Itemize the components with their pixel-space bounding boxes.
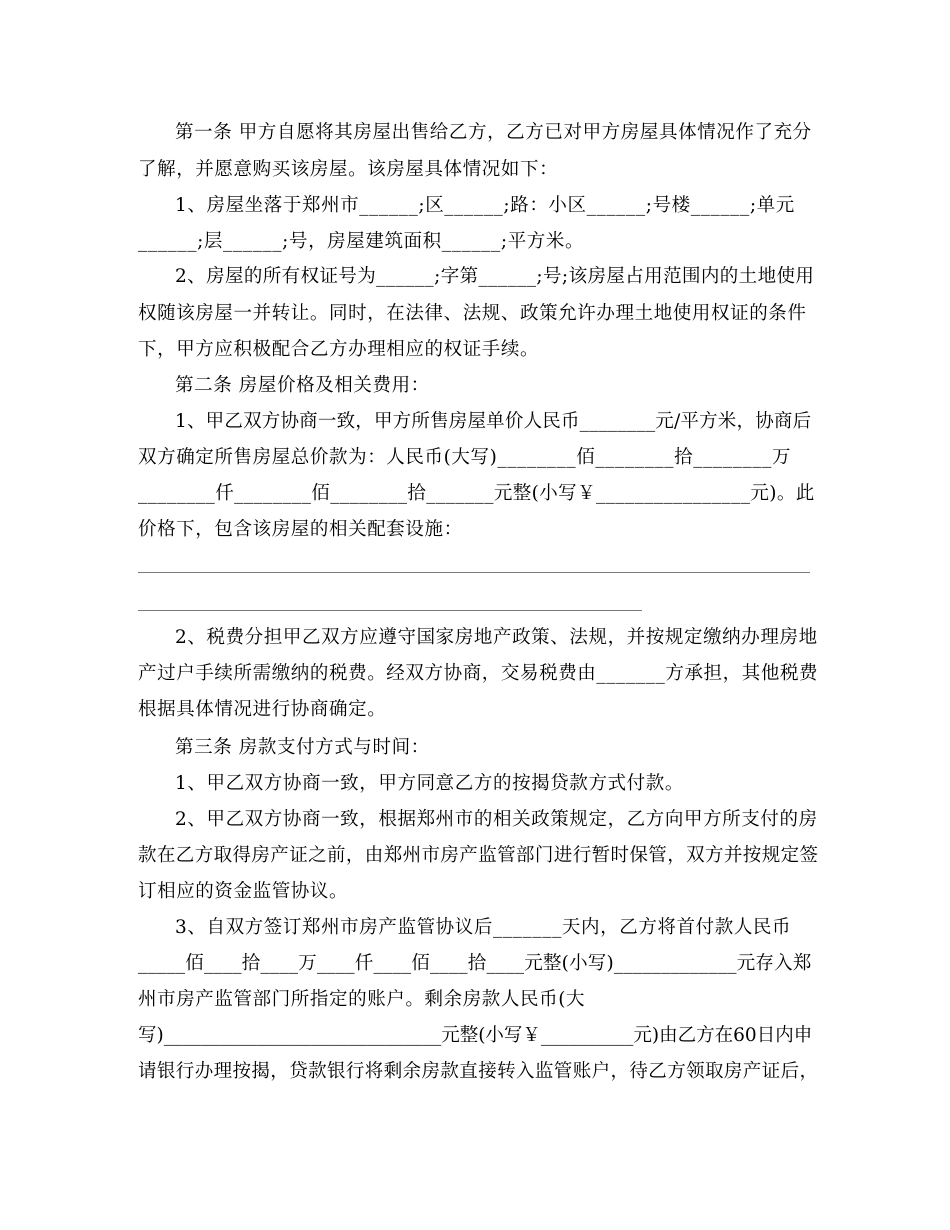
article-3-item-2-line: 2、甲乙双方协商一致，根据郑州市的相关政策规定，乙方向甲方所支付的房: [175, 809, 818, 830]
article-3-item-3-line: 请银行办理按揭，贷款银行将剩余房款直接转入监管账户，待乙方领取房产证后，: [138, 1061, 819, 1082]
article-2-item-1-line: 价格下，包含该房屋的相关配套设施：: [138, 519, 463, 540]
article-1-heading-line: 第一条 甲方自愿将其房屋出售给乙方，乙方已对甲方房屋具体情况作了充分: [175, 122, 812, 143]
article-3-item-3-line: 州市房产监管部门所指定的账户。剩余房款人民币(大: [138, 989, 586, 1010]
article-3-item-3-line: 写)______________________________元整(小写￥__________元)由乙方在60日内申: [138, 1025, 813, 1046]
article-3-item-3-line: 3、自双方签订郑州市房产监管协议后_______天内，乙方将首付款人民币: [175, 917, 792, 938]
article-2-item-1-line: 1、甲乙双方协商一致，甲方所售房屋单价人民币________元/平方米，协商后: [175, 411, 812, 432]
article-3-item-2-line: 订相应的资金监管协议。: [138, 881, 349, 902]
article-1-item-2-line: 2、房屋的所有权证号为______;字第______;号;该房屋占用范围内的土地使用: [175, 266, 815, 287]
article-3-item-2-line: 款在乙方取得房产证之前，由郑州市房产监管部门进行暂时保管，双方并按规定签: [138, 845, 819, 866]
article-3-item-1-line: 1、甲乙双方协商一致，甲方同意乙方的按揭贷款方式付款。: [175, 773, 684, 794]
article-2-item-1-line: 双方确定所售房屋总价款为：人民币(大写)________佰________拾________万: [138, 447, 792, 468]
article-1-item-2-line: 权随该房屋一并转让。同时，在法律、法规、政策允许办理土地使用权证的条件: [138, 303, 807, 324]
article-1-text-line: 了解，并愿意购买该房屋。该房屋具体情况如下：: [138, 159, 559, 180]
article-2-heading-line: 第二条 房屋价格及相关费用：: [175, 375, 430, 396]
article-2-item-2-line: 产过户手续所需缴纳的税费。经双方协商，交易税费由_______方承担，其他税费: [138, 663, 819, 684]
article-3-heading-line: 第三条 房款支付方式与时间：: [175, 737, 430, 758]
article-2-item-2-line: 根据具体情况进行协商确定。: [138, 699, 387, 720]
blank-rule-line: [138, 572, 810, 573]
blank-rule-line: [138, 610, 642, 611]
article-1-item-1-line: ______;层______;号，房屋建筑面积______;平方米。: [138, 231, 585, 252]
article-3-item-3-line: _____佰____拾____万____仟____佰____拾____元整(小写)_____________元存入郑: [138, 953, 812, 974]
article-2-item-1-line: ________仟________佰________拾_______元整(小写￥________________元)。此: [138, 483, 815, 504]
article-1-item-2-line: 下，甲方应积极配合乙方办理相应的权证手续。: [138, 339, 540, 360]
article-1-item-1-line: 1、房屋坐落于郑州市______;区______;路：小区______;号楼______;单元: [175, 195, 795, 216]
article-2-item-2-line: 2、税费分担甲乙双方应遵守国家房地产政策、法规，并按规定缴纳办理房地: [175, 627, 818, 648]
